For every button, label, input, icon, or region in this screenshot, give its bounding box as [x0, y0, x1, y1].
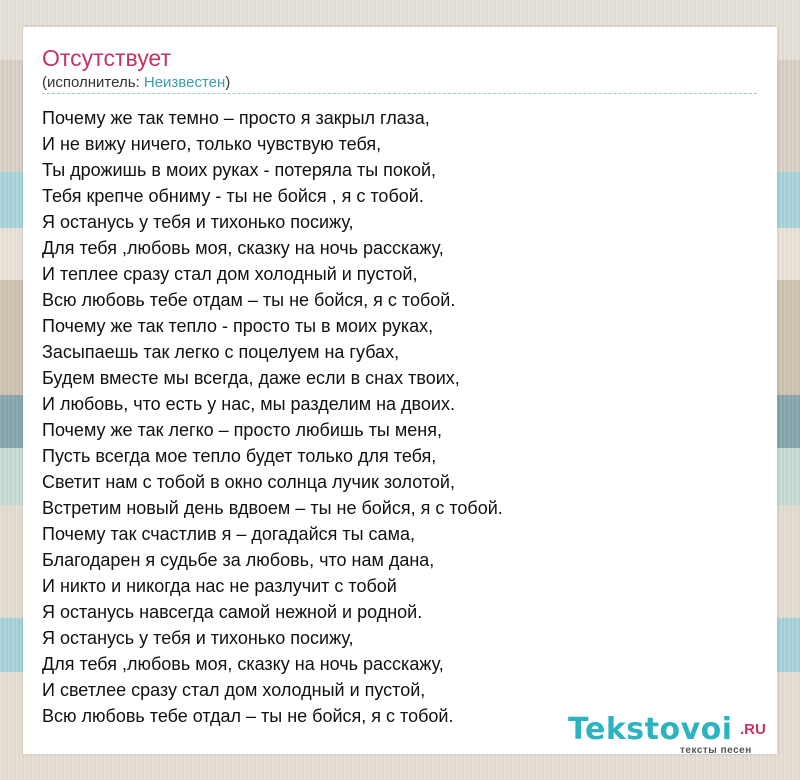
logo-tagline: тексты песен: [680, 745, 752, 756]
artist-suffix: ): [225, 74, 231, 91]
lyric-line: Ты дрожишь в моих руках - потеряла ты покой,: [42, 160, 437, 180]
header-divider: [42, 93, 757, 94]
logo-brand: Tekstovoi: [568, 712, 733, 747]
lyrics-list: [42, 105, 503, 729]
lyric-line: И никто и никогда нас не разлучит с тобой: [42, 576, 397, 596]
lyric-line: Встретим новый день вдвоем – ты не бойся, я с тобой.: [42, 498, 503, 518]
lyric-line: И любовь, что есть у нас, мы разделим на двоих.: [42, 394, 455, 414]
lyric-line: Засыпаешь так легко с поцелуем на губах,: [42, 342, 400, 362]
artist-prefix: (исполнитель:: [42, 74, 144, 91]
lyrics-card: [23, 27, 777, 754]
lyric-line: И теплее сразу стал дом холодный и пустой,: [42, 264, 418, 284]
lyric-line: Почему так счастлив я – догадайся ты сама,: [42, 524, 415, 544]
lyric-line: Всю любовь тебе отдам – ты не бойся, я с тобой.: [42, 290, 456, 310]
lyric-line: Я останусь навсегда самой нежной и родной.: [42, 602, 423, 622]
lyric-line: И светлее сразу стал дом холодный и пустой,: [42, 680, 426, 700]
lyric-line: Почему же так темно – просто я закрыл глаза,: [42, 108, 430, 128]
lyric-line: Для тебя ,любовь моя, сказку на ночь расскажу,: [42, 654, 444, 674]
logo-tld: .RU: [740, 721, 766, 738]
lyric-line: Будем вместе мы всегда, даже если в снах твоих,: [42, 368, 460, 388]
lyric-line: Я останусь у тебя и тихонько посижу,: [42, 628, 354, 648]
lyric-line: Всю любовь тебе отдал – ты не бойся, я с тобой.: [42, 706, 454, 726]
lyric-line: Светит нам с тобой в окно солнца лучик золотой,: [42, 472, 455, 492]
artist-link[interactable]: Неизвестен: [143, 74, 226, 91]
lyric-line: Я останусь у тебя и тихонько посижу,: [42, 212, 354, 232]
lyric-line: Для тебя ,любовь моя, сказку на ночь расскажу,: [42, 238, 444, 258]
site-logo: [568, 712, 773, 756]
lyric-line: Благодарен я судьбе за любовь, что нам дана,: [42, 550, 435, 570]
lyric-line: И не вижу ничего, только чувствую тебя,: [42, 134, 382, 154]
lyric-line: Почему же так тепло - просто ты в моих руках,: [42, 316, 434, 336]
artist-line: [42, 73, 230, 93]
lyric-line: Почему же так легко – просто любишь ты меня,: [42, 420, 442, 440]
lyric-line: Тебя крепче обниму - ты не бойся , я с тобой.: [42, 186, 424, 206]
lyric-line: Пусть всегда мое тепло будет только для тебя,: [42, 446, 437, 466]
song-title: Отсутствует: [42, 45, 171, 71]
